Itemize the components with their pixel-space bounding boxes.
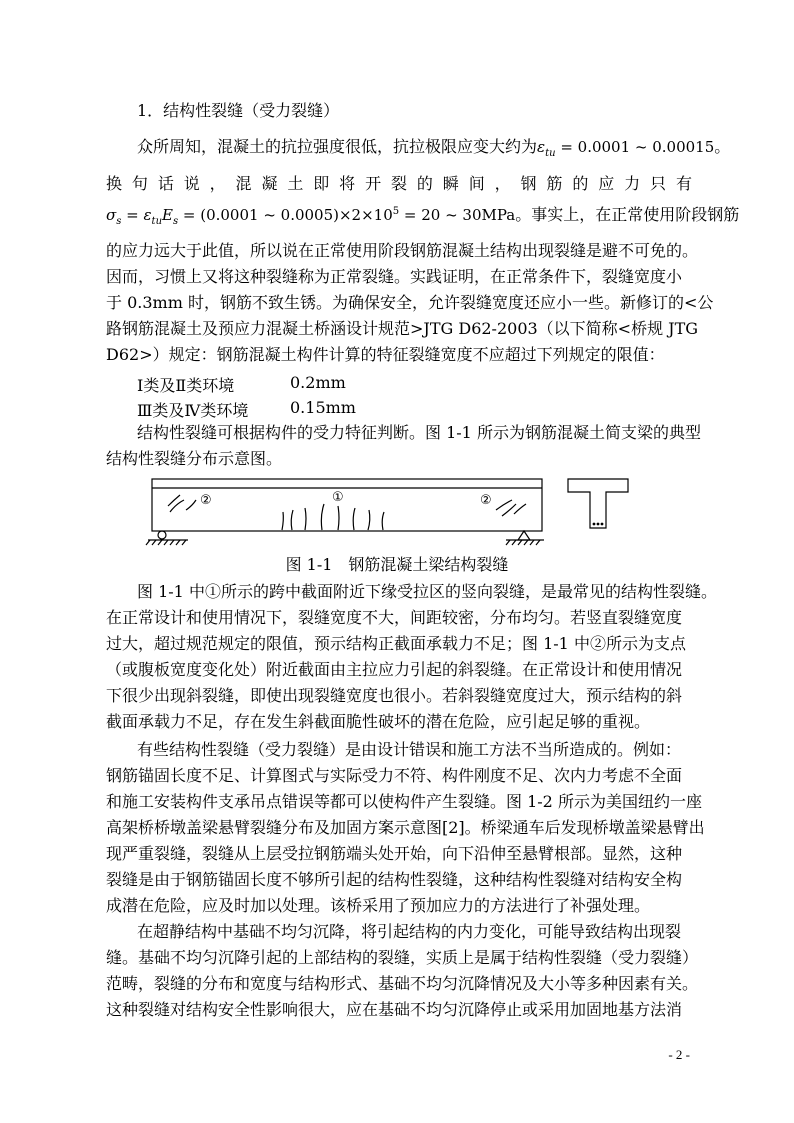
math-value: = 0.0001 ~ 0.00015	[555, 138, 715, 156]
beam-crack-figure	[140, 474, 640, 554]
roller-support-icon	[518, 531, 530, 540]
justified-char: 即	[313, 174, 330, 193]
justified-char: 换	[106, 174, 123, 193]
math-subscript: tu	[151, 216, 163, 227]
t-beam-section	[568, 479, 628, 528]
text-run: 。事实上，在正常使用阶段钢筋	[515, 205, 740, 224]
paragraph-line: 在正常设计和使用情况下，裂缝宽度不大，间距较密，分布均匀。若竖直裂缝宽度	[106, 608, 683, 627]
paragraph-line: （或腹板宽度变化处）附近截面由主拉应力引起的斜裂缝。在正常设计和使用情况	[106, 660, 683, 679]
paragraph-line: 缝。基础不均匀沉降引起的上部结构的裂缝，实质上是属于结构性裂缝（受力裂缝）	[106, 948, 699, 967]
justified-char: 应	[598, 174, 615, 193]
justified-char: ，	[494, 174, 511, 193]
justified-char: 土	[287, 174, 304, 193]
diagonal-cracks-right	[496, 500, 526, 516]
math-symbol: σ	[106, 206, 117, 224]
marker-2-left: ②	[200, 493, 212, 508]
paragraph-line: 在超静结构中基础不均匀沉降，将引起结构的内力变化，可能导致结构出现裂	[137, 922, 682, 941]
paragraph-line: 钢筋锚固长度不足、计算图式与实际受力不符、构件刚度不足、次内力考虑不全面	[106, 766, 683, 785]
pin-support-icon	[158, 531, 166, 539]
environment-row	[137, 373, 346, 396]
math-symbol: = ε	[121, 206, 152, 224]
environment-limit: 0.15mm	[290, 398, 356, 417]
justified-char: 将	[339, 174, 356, 193]
paragraph-line: 的应力远大于此值，所以说在正常使用阶段钢筋混凝土结构出现裂缝是避不可免的。	[106, 241, 699, 260]
environment-label: Ⅲ类及Ⅳ类环境	[137, 401, 249, 420]
paragraph-line: 结构性裂缝可根据构件的受力特征判断。图 1-1 所示为钢筋混凝土简支梁的典型	[137, 423, 701, 442]
marker-2-right: ②	[480, 493, 492, 508]
math-value: = 20 ~ 30MPa	[399, 206, 516, 224]
math-superscript: 5	[392, 206, 400, 217]
environment-limit: 0.2mm	[290, 373, 346, 392]
paragraph-line: 高架桥桥墩盖梁悬臂裂缝分布及加固方案示意图[2]。桥梁通车后发现桥墩盖梁悬臂出	[106, 818, 705, 837]
justified-char: 的	[416, 174, 433, 193]
text-run: 。	[714, 137, 731, 156]
vertical-cracks-midspan	[282, 504, 384, 530]
justified-char: 凝	[261, 174, 278, 193]
justified-char: 句	[131, 174, 148, 193]
justified-char: 筋	[546, 174, 563, 193]
justified-char: 混	[235, 174, 252, 193]
justified-char: ，	[209, 174, 226, 193]
justified-char: 说	[183, 174, 200, 193]
paragraph-line: 和施工安装构件支承吊点错误等都可以使构件产生裂缝。图 1-2 所示为美国纽约一座	[106, 792, 702, 811]
paragraph-line: 有些结构性裂缝（受力裂缝）是由设计错误和施工方法不当所造成的。例如：	[137, 740, 682, 759]
paragraph-line: 过大，超过规范规定的限值，预示结构正截面承载力不足；图 1-1 中②所示为支点	[106, 634, 686, 653]
paragraph-line: 下很少出现斜裂缝，即使出现裂缝宽度也很小。若斜裂缝宽度过大，预示结构的斜	[106, 686, 683, 705]
text-run: 众所周知，混凝土的抗拉强度很低，抗拉极限应变大约为	[137, 137, 538, 156]
paragraph-line	[106, 205, 739, 228]
paragraph-line: D62>）规定：钢筋混凝土构件计算的特征裂缝宽度不应超过下列规定的限值：	[106, 345, 665, 364]
figure-caption: 图 1-1 钢筋混凝土梁结构裂缝	[285, 555, 509, 574]
paragraph-line: 范畴，裂缝的分布和宽度与结构形式、基础不均匀沉降情况及大小等多种因素有关。	[106, 974, 699, 993]
environment-label: Ⅰ类及Ⅱ类环境	[137, 376, 235, 395]
paragraph-line: 成潜在危险，应及时加以处理。该桥采用了预加应力的方法进行了补强处理。	[106, 896, 651, 915]
justified-char: 只	[650, 174, 667, 193]
paragraph-line: 于 0.3mm 时，钢筋不致生锈。为确保安全，允许裂缝宽度还应小一些。新修订的<公	[106, 293, 714, 312]
math-symbol: E	[162, 206, 173, 224]
marker-1-midspan: ①	[332, 490, 344, 505]
paragraph-line: 裂缝是由于钢筋锚固长度不够所引起的结构性裂缝，这种结构性裂缝对结构安全构	[106, 870, 683, 889]
formula-steel-stress	[106, 206, 516, 227]
paragraph-line: 这种裂缝对结构安全性影响很大，应在基础不均匀沉降停止或采用加固地基方法消	[106, 1000, 683, 1019]
environment-row	[137, 398, 356, 421]
justified-char: 开	[365, 174, 382, 193]
paragraph-line: 截面承载力不足，存在发生斜截面脆性破坏的潜在危险，应引起足够的重视。	[106, 712, 651, 731]
justified-char: 裂	[390, 174, 407, 193]
diagonal-cracks-left	[168, 495, 196, 512]
math-subscript: tu	[545, 148, 556, 159]
formula-strain-limit	[537, 138, 715, 159]
justified-char: 的	[572, 174, 589, 193]
justified-char: 力	[624, 174, 641, 193]
justified-char: 话	[157, 174, 174, 193]
paragraph-line: 结构性裂缝分布示意图。	[106, 449, 283, 468]
paragraph-line	[137, 137, 730, 160]
math-symbol: ε	[537, 138, 546, 156]
paragraph-line: 因而，习惯上又将这种裂缝称为正常裂缝。实践证明，在正常条件下，裂缝宽度小	[106, 267, 683, 286]
math-subscript: s	[172, 216, 179, 227]
math-subscript: s	[116, 216, 122, 227]
paragraph-line: 路钢筋混凝土及预应力混凝土桥涵设计规范>JTG D62-2003（以下简称<桥规 JTG	[106, 319, 699, 338]
justified-char: 瞬	[442, 174, 459, 193]
justified-char: 有	[675, 174, 692, 193]
justified-char: 钢	[520, 174, 537, 193]
justified-char: 间	[468, 174, 485, 193]
paragraph-line-justified	[106, 174, 692, 193]
page-number: - 2 -	[668, 1047, 690, 1062]
math-value: = (0.0001 ~ 0.0005)×2×10	[178, 206, 393, 224]
beam-elevation	[146, 479, 544, 545]
paragraph-line: 图 1-1 中①所示的跨中截面附近下缘受拉区的竖向裂缝，是最常见的结构性裂缝。	[137, 582, 717, 601]
section-heading: 1．结构性裂缝（受力裂缝）	[137, 101, 340, 120]
paragraph-line: 现严重裂缝，裂缝从上层受拉钢筋端头处开始，向下沿伸至悬臂根部。显然，这种	[106, 844, 683, 863]
